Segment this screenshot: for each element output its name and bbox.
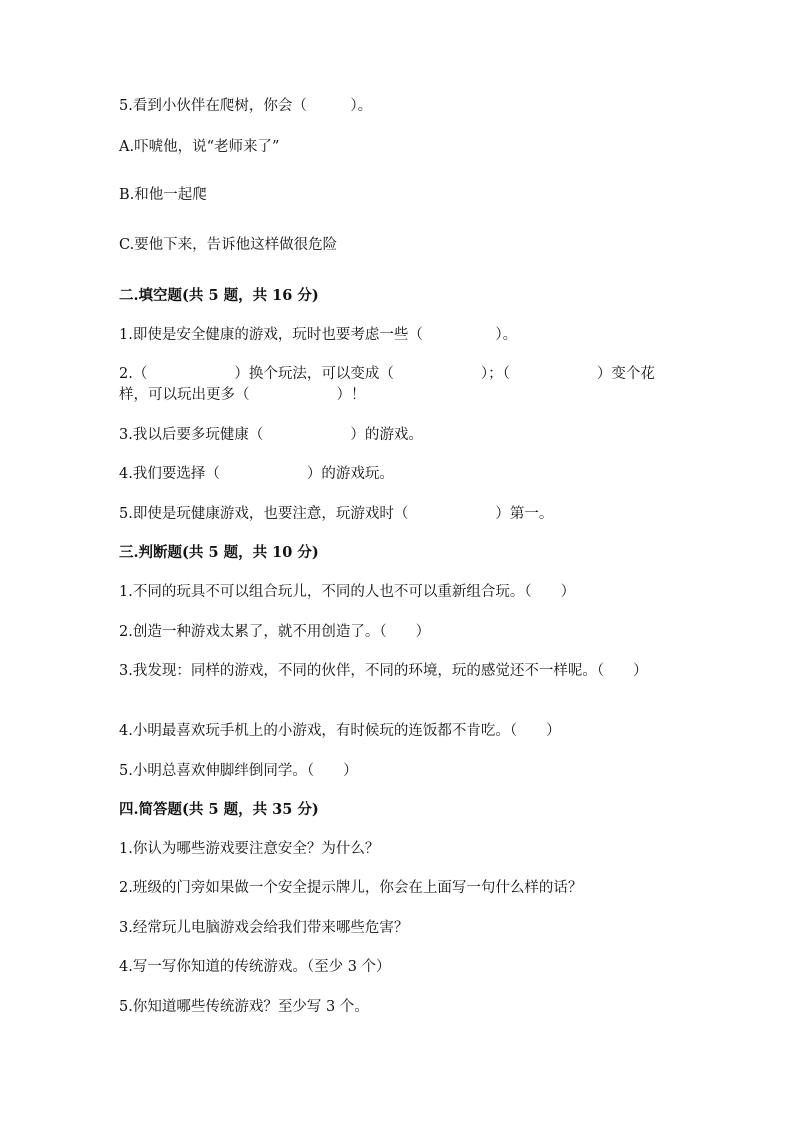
question-5-stem: 5.看到小伙伴在爬树，你会（ ）。 (119, 98, 373, 114)
true-false-item-3: 3.我发现：同样的游戏，不同的伙伴，不同的环境，玩的感觉还不一样呢。（ ） (119, 663, 648, 679)
fill-blank-item-3: 3.我以后要多玩健康（ ）的游戏。 (119, 427, 423, 443)
fill-blank-item-5: 5.即使是玩健康游戏，也要注意，玩游戏时（ ）第一。 (119, 506, 554, 522)
short-answer-item-4: 4.写一写你知道的传统游戏。（至少 3 个） (119, 959, 391, 975)
section-title-fill-blank: 二.填空题(共 5 题，共 16 分) (119, 287, 319, 304)
fill-blank-item-4: 4.我们要选择（ ）的游戏玩。 (119, 466, 394, 482)
true-false-item-1: 1.不同的玩具不可以组合玩儿，不同的人也不可以重新组合玩。（ ） (119, 584, 576, 600)
section-title-short-answer: 四.简答题(共 5 题，共 35 分) (119, 801, 319, 818)
option-b: B.和他一起爬 (119, 187, 207, 203)
short-answer-item-5: 5.你知道哪些传统游戏？至少写 3 个。 (119, 999, 369, 1015)
fill-blank-item-2: 2.（ ）换个玩法，可以变成（ ）；（ ）变个花样，可以玩出更多（ ）！ (119, 366, 655, 403)
fill-blank-item-1: 1.即使是安全健康的游戏，玩时也要考虑一些（ ）。 (119, 327, 518, 343)
true-false-item-5: 5.小明总喜欢伸脚绊倒同学。（ ） (119, 763, 358, 779)
short-answer-item-1: 1.你认为哪些游戏要注意安全？为什么？ (119, 841, 380, 857)
short-answer-item-3: 3.经常玩儿电脑游戏会给我们带来哪些危害？ (119, 920, 409, 936)
short-answer-item-2: 2.班级的门旁如果做一个安全提示牌儿，你会在上面写一句什么样的话？ (119, 880, 583, 896)
option-c: C.要他下来，告诉他这样做很危险 (119, 237, 338, 253)
true-false-item-4: 4.小明最喜欢玩手机上的小游戏，有时候玩的连饭都不肯吃。（ ） (119, 723, 561, 739)
true-false-item-2: 2.创造一种游戏太累了，就不用创造了。（ ） (119, 624, 431, 640)
option-a: A.吓唬他，说“老师来了” (119, 139, 280, 155)
section-title-true-false: 三.判断题(共 5 题，共 10 分) (119, 544, 319, 561)
